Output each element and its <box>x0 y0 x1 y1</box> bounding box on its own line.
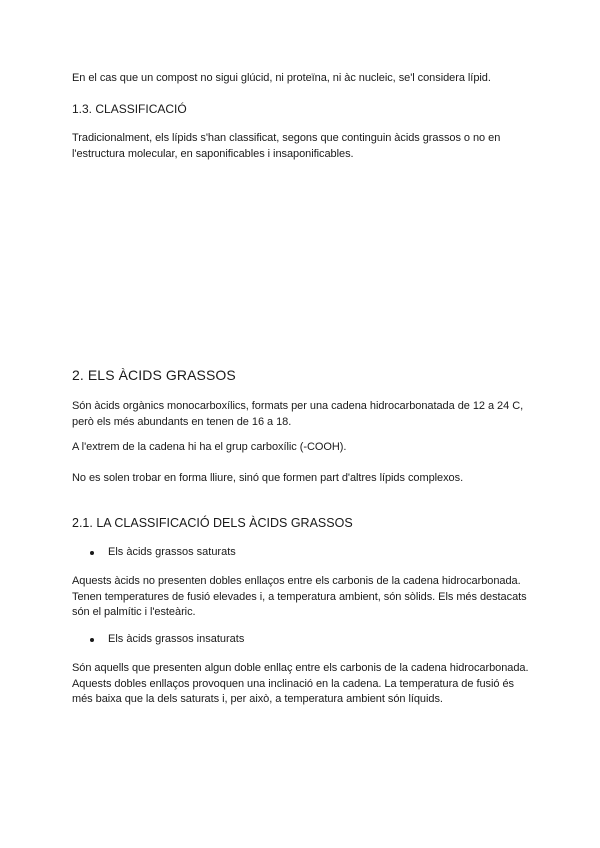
section-2-paragraph-2: A l'extrem de la cadena hi ha el grup carboxílic (-COOH). <box>72 441 347 453</box>
bullet-unsaturated-label: Els àcids grassos insaturats <box>108 633 245 645</box>
bullet-dot-icon <box>90 638 94 642</box>
section-2-heading: 2. ELS ÀCIDS GRASSOS <box>72 367 236 383</box>
bullet-saturated-label: Els àcids grassos saturats <box>108 546 236 558</box>
intro-paragraph: En el cas que un compost no sigui glúcid, ni proteïna, ni àc nucleic, se'l considera lípid. <box>72 72 491 84</box>
section-1-3-heading: 1.3. CLASSIFICACIÓ <box>72 102 187 116</box>
bullet-saturated <box>90 545 236 560</box>
bullet-unsaturated <box>90 632 244 647</box>
section-1-3-paragraph: Tradicionalment, els lípids s'han classificat, segons que continguin àcids grassos o no en l'estructura molecular, en saponificables i insaponificables. <box>72 132 501 160</box>
saturated-paragraph: Aquests àcids no presenten dobles enllaços entre els carbonis de la cadena hidrocarbonada. Tenen temperatures de fusió elevades i, a temperatura ambient, són sòlids. Els més destacats són el palmític i l'esteàric. <box>72 575 527 618</box>
unsaturated-paragraph: Són aquells que presenten algun doble enllaç entre els carbonis de la cadena hidrocarbonada. Aquests dobles enllaços provoquen una inclinació en la cadena. La temperatura de fusió és més baixa que la dels saturats i, per això, a temperatura ambient són líquids. <box>72 662 529 705</box>
section-2-paragraph-3: No es solen trobar en forma lliure, sinó que formen part d'altres lípids complexos. <box>72 472 464 484</box>
section-2-paragraph-1: Són àcids orgànics monocarboxílics, formats per una cadena hidrocarbonatada de 12 a 24 C, però els més abundants en tenen de 16 a 18. <box>72 400 524 428</box>
section-2-1-heading: 2.1. LA CLASSIFICACIÓ DELS ÀCIDS GRASSOS <box>72 516 353 530</box>
bullet-dot-icon <box>90 551 94 555</box>
